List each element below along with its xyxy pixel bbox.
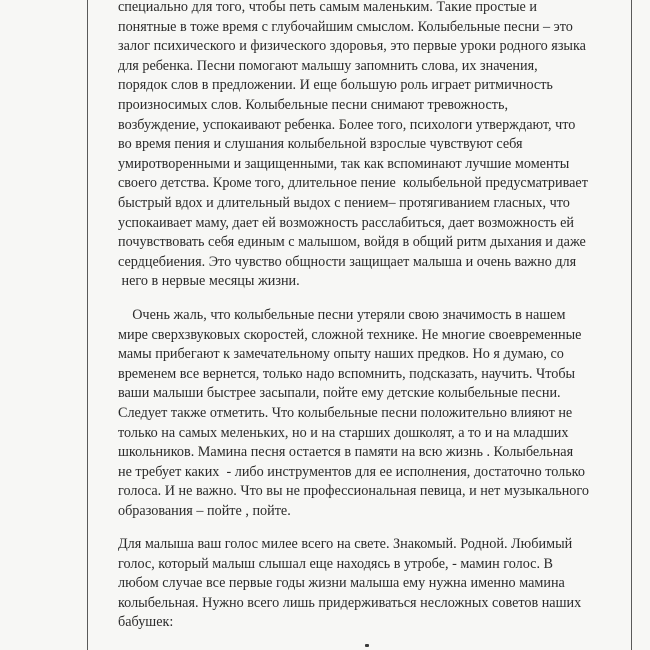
paragraph-2 xyxy=(118,306,618,522)
text-line: успокаивает маму, дает ей возможность расслабиться, дает возможность ей xyxy=(118,214,574,231)
text-line: быстрый вдох и длительный выдох с пением– протягиванием гласных, что xyxy=(118,194,570,211)
text-line: Следует также отметить. Что колыбельные песни положительно влияют не xyxy=(118,404,573,421)
text-line: почувствовать себя единым с малышом, войдя в общий ритм дыхания и даже xyxy=(118,234,586,251)
text-line: Для малыша ваш голос милее всего на свете. Знакомый. Родной. Любимый xyxy=(118,536,573,552)
text-line: возбуждение, успокаивают ребенка. Более того, психологи утверждают, что xyxy=(118,116,576,133)
text-line: умиротворенными и защищенными, так как вспоминают лучшие моменты xyxy=(118,155,570,172)
text-line: во время пения и слушания колыбельной взрослые чувствуют себя xyxy=(118,136,523,153)
text-line: порядок слов в предложении. И еще большую роль играет ритмичность xyxy=(118,77,553,94)
text-line: сердцебиения. Это чувство общности защищает малыша и очень важно для xyxy=(118,253,577,270)
text-line: него в нервые месяцы жизни. xyxy=(118,273,300,290)
text-line: мамы прибегают к замечательному опыту наших предков. Но я думаю, со xyxy=(118,346,564,363)
scan-speck-mark xyxy=(365,644,369,647)
paragraph-3 xyxy=(118,535,618,633)
text-line: для ребенка. Песни помогают малышу запомнить слова, их значения, xyxy=(118,57,538,74)
text-line: образования – пойте , пойте. xyxy=(118,502,291,519)
text-line: голос, который малыш слышал еще находясь в утробе, - мамин голос. В xyxy=(118,555,553,572)
text-line: мире сверхзвуковых скоростей, сложной технике. Не многие своевременные xyxy=(118,326,582,343)
text-line: любом случае все первые годы жизни малыша ему нужна именно мамина xyxy=(118,575,565,592)
paragraph-1 xyxy=(118,0,618,292)
text-line: залог психического и физического здоровья, это первые уроки родного языка xyxy=(118,38,586,55)
text-line: ваши малыши быстрее засыпали, пойте ему детские колыбельные песни. xyxy=(118,385,561,402)
text-line: Очень жаль, что колыбельные песни утеряли свою значимость в нашем xyxy=(118,307,566,323)
text-line: понятные в тоже время с глубочайшим смыслом. Колыбельные песни – это xyxy=(118,18,573,35)
text-line: специально для того, чтобы петь самым маленьким. Такие простые и xyxy=(118,0,537,15)
text-line: своего детства. Кроме того, длительное пение колыбельной предусматривает xyxy=(118,175,588,192)
text-line: только на самых меленьких, но и на старших дошколят, а то и на младших xyxy=(118,424,569,441)
text-line: бабушек: xyxy=(118,614,174,631)
text-line: колыбельная. Нужно всего лишь придерживаться несложных советов наших xyxy=(118,594,582,611)
text-line: школьников. Мамина песня остается в памяти на всю жизнь . Колыбельная xyxy=(118,444,574,461)
text-line: голоса. И не важно. Что вы не профессиональная певица, и нет музыкального xyxy=(118,483,589,500)
text-line: не требует каких - либо инструментов для ее исполнения, достаточно только xyxy=(118,463,585,480)
text-line: временем все вернется, только надо вспомнить, подсказать, научить. Чтобы xyxy=(118,365,576,382)
text-line: произносимых слов. Колыбельные песни снимают тревожность, xyxy=(118,96,508,113)
